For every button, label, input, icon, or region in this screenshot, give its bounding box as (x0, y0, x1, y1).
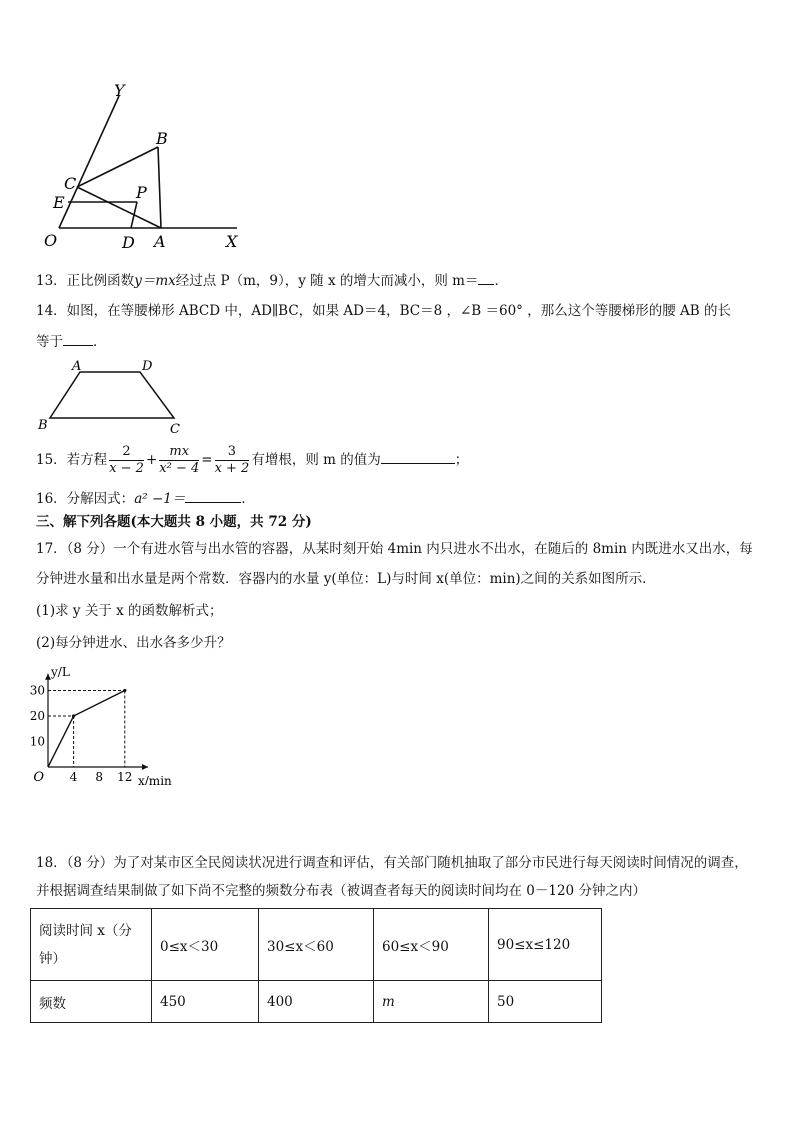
question-15: 15．若方程 $\frac{2}{x - 2}$ + $\frac{mx}{\text{x² − 4}}$ = $\frac{3}{x + 2}$ 有增根，则 m 的值为 ； (36, 444, 469, 476)
table-row-label: 频数 (31, 981, 152, 1023)
table-row (31, 981, 602, 1023)
q13-end: ． (494, 273, 508, 289)
answer-blank (185, 488, 241, 503)
question-16 (36, 488, 255, 509)
x-tick-label: 4 (69, 770, 78, 784)
label-O: O (44, 231, 58, 250)
answer-blank (63, 331, 93, 346)
q15-prefix: 15．若方程 (36, 452, 108, 468)
label-B: B (156, 129, 168, 148)
label-Y: Y (114, 81, 125, 100)
frequency-table (30, 908, 602, 1023)
fraction-2: $\frac{mx}{\text{x² − 4}}$ (159, 444, 200, 476)
water-volume-chart (30, 655, 190, 785)
question-17-line1: 17．（8 分）一个有进水管与出水管的容器，从某时刻开始 4min 内只进水不出水，在随后的 8min 内既进水又出水，每 (36, 541, 753, 557)
trapezoid-figure (34, 358, 194, 438)
question-18-line1: 18．（8 分）为了对某市区全民阅读状况进行调查和评估，有关部门随机抽取了部分市民进行每天阅读时间情况的调查， (36, 855, 748, 871)
label-D: D (122, 233, 135, 252)
y-tick-label: 20 (30, 709, 45, 723)
q13-mid1: 经过点 P（m，9）， (175, 273, 299, 289)
question-14-line1: 14．如图，在等腰梯形 ABCD 中，AD∥BC，如果 AD＝4，BC＝8 ，∠B ＝60° ，那么这个等腰梯形的腰 AB 的长 (36, 303, 731, 319)
label-D: D (142, 359, 153, 374)
y-tick-label: 30 (30, 683, 45, 698)
q13-prefix: 13．正比例函数 (36, 273, 135, 289)
data-point (123, 689, 126, 692)
x-axis-arrow (142, 764, 148, 770)
question-17-part1: (1)求 y 关于 x 的函数解析式； (36, 603, 223, 619)
q14-end: ． (93, 334, 107, 350)
section-title: 三、解下列各题(本大题共 8 小题，共 72 分) (36, 514, 312, 530)
table-row (31, 909, 602, 981)
table-cell: m (374, 981, 489, 1023)
geometry-figure-angle (40, 78, 255, 253)
q16-end: ． (241, 491, 255, 507)
answer-blank (478, 270, 494, 285)
x-axis-label: x/min (138, 774, 172, 785)
fraction-1: $\frac{2}{x - 2}$ (109, 444, 144, 476)
question-14-line2 (36, 331, 107, 352)
label-C: C (64, 174, 77, 193)
question-17-line2: 分钟进水量和出水量是两个常数．容器内的水量 y(单位：L)与时间 x(单位：min)之间的关系如图所示． (36, 571, 656, 587)
question-17-part2: (2)每分钟进水、出水各多少升？ (36, 635, 231, 651)
y-tick-label: 10 (30, 734, 45, 749)
q14-prefix: 等于 (36, 334, 63, 350)
origin-label: O (33, 770, 44, 785)
question-13 (36, 270, 508, 291)
q15-end: ； (454, 452, 469, 468)
answer-blank (381, 449, 455, 464)
y-axis-label: y/L (51, 664, 70, 679)
label-A: A (72, 359, 82, 374)
label-B: B (38, 418, 48, 433)
x-tick-label: 8 (95, 770, 104, 784)
table-cell: 30≤x＜60 (259, 909, 374, 981)
table-cell: 50 (489, 981, 602, 1023)
question-18-line2: 并根据调查结果制做了如下尚不完整的频数分布表（被调查者每天的阅读时间均在 0－120 分钟之内） (36, 883, 646, 899)
label-P: P (136, 183, 147, 202)
label-X: X (226, 232, 238, 251)
q15-suffix: 有增根，则 m 的值为 (251, 452, 381, 468)
table-cell: 90≤x≤120 (489, 909, 602, 981)
table-cell: 450 (152, 981, 259, 1023)
q13-mid2: y 随 x 的增大而减小，则 m＝ (298, 273, 479, 289)
table-header-cell: 阅读时间 x（分 钟） (31, 909, 152, 981)
fraction-3: $\frac{3}{x + 2}$ (214, 444, 250, 476)
x-tick-label: 12 (117, 770, 133, 784)
table-cell: 0≤x＜30 (152, 909, 259, 981)
label-C: C (170, 422, 180, 437)
q13-function: y＝mx (134, 273, 176, 289)
table-cell: 60≤x＜90 (374, 909, 489, 981)
data-point (72, 714, 75, 717)
label-E: E (53, 193, 65, 212)
table-cell: 400 (259, 981, 374, 1023)
q16-prefix: 16．分解因式： (36, 491, 135, 507)
q16-expression: a² −1＝ (134, 491, 186, 507)
label-A: A (154, 232, 166, 251)
series-line (48, 691, 125, 768)
